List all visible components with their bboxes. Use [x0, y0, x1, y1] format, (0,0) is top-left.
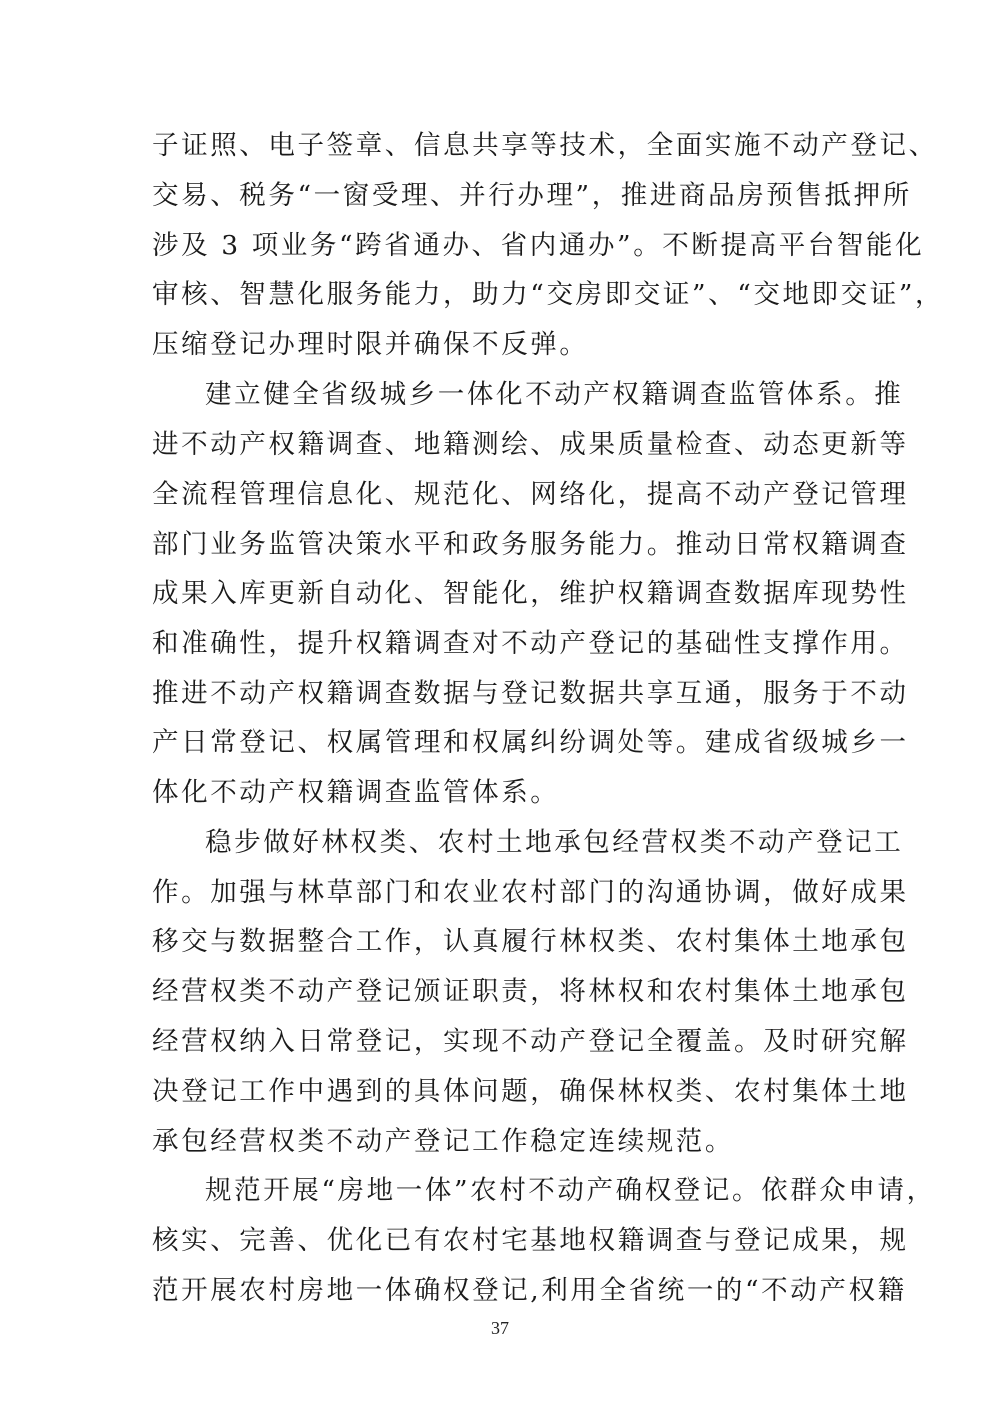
paragraph-3-line-4: 经营权类不动产登记颁证职责，将林权和农村集体土地承包	[152, 976, 909, 1007]
paragraph-2-line-6: 和准确性，提升权籍调查对不动产登记的基础性支撑作用。	[152, 628, 909, 659]
paragraph-3-line-2: 作。加强与林草部门和农业农村部门的沟通协调，做好成果	[152, 877, 909, 908]
paragraph-2-line-1: 建立健全省级城乡一体化不动产权籍调查监管体系。推	[205, 379, 904, 410]
page-number: 37	[491, 1318, 509, 1338]
paragraph-2-line-9: 体化不动产权籍调查监管体系。	[152, 777, 560, 808]
paragraph-2-line-4: 部门业务监管决策水平和政务服务能力。推动日常权籍调查	[152, 529, 909, 560]
paragraph-4-line-3: 范开展农村房地一体确权登记,利用全省统一的“不动产权籍	[152, 1275, 907, 1306]
paragraph-4-line-2: 核实、完善、优化已有农村宅基地权籍调查与登记成果，规	[152, 1225, 909, 1256]
paragraph-2-line-3: 全流程管理信息化、规范化、网络化，提高不动产登记管理	[152, 479, 909, 510]
paragraph-1-line-3: 涉及 3 项业务“跨省通办、省内通办”。不断提高平台智能化	[152, 230, 925, 261]
paragraph-4-line-1: 规范开展“房地一体”农村不动产确权登记。依群众申请，	[205, 1175, 936, 1206]
paragraph-3-line-6: 决登记工作中遇到的具体问题，确保林权类、农村集体土地	[152, 1076, 909, 1107]
paragraph-1-line-4: 审核、智慧化服务能力，助力“交房即交证”、“交地即交证”，	[152, 279, 945, 310]
paragraph-3-line-3: 移交与数据整合工作，认真履行林权类、农村集体土地承包	[152, 926, 909, 957]
paragraph-3-line-1: 稳步做好林权类、农村土地承包经营权类不动产登记工	[205, 827, 904, 858]
paragraph-1-line-1: 子证照、电子签章、信息共享等技术，全面实施不动产登记、	[152, 130, 938, 161]
paragraph-2-line-5: 成果入库更新自动化、智能化，维护权籍调查数据库现势性	[152, 578, 909, 609]
paragraph-3-line-7: 承包经营权类不动产登记工作稳定连续规范。	[152, 1126, 734, 1157]
paragraph-2-line-2: 进不动产权籍调查、地籍测绘、成果质量检查、动态更新等	[152, 429, 909, 460]
paragraph-3-line-5: 经营权纳入日常登记，实现不动产登记全覆盖。及时研究解	[152, 1026, 909, 1057]
paragraph-2-line-8: 产日常登记、权属管理和权属纠纷调处等。建成省级城乡一	[152, 727, 909, 758]
paragraph-1-line-5: 压缩登记办理时限并确保不反弹。	[152, 329, 589, 360]
paragraph-2-line-7: 推进不动产权籍调查数据与登记数据共享互通，服务于不动	[152, 678, 909, 709]
paragraph-1-line-2: 交易、税务“一窗受理、并行办理”，推进商品房预售抵押所	[152, 180, 912, 211]
